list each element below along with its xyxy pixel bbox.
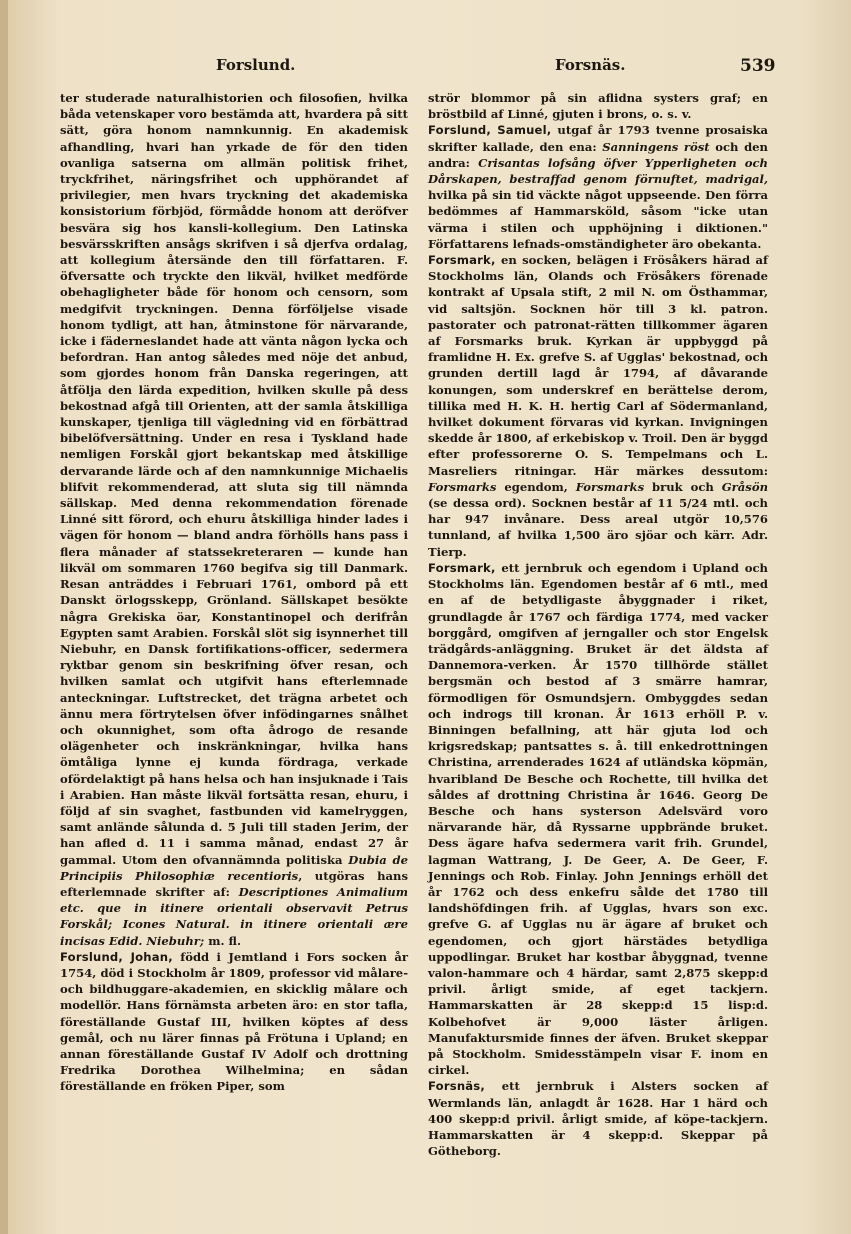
running-header xyxy=(0,56,851,80)
entry-text: hvilka på sin tid väckte något uppseende. Den förra bedömmes af Hammarsköld, såsom "icke utan värma i stilen och upphöjning i diktionen." Författarens lefnads-omständigheter äro obekanta. xyxy=(428,188,768,251)
entry-text: ett jernbruk i Alsters socken af Wermlands län, anlagdt år 1628. Har 1 härd och 400 skepp:d privil. årligt smide, af köpe-tackjern. Hammarskatten är 4 skepp:d. Skeppar på Götheborg. xyxy=(428,1079,768,1159)
italic-ref: Forsmarks xyxy=(575,479,645,494)
entry-forsmark-socken xyxy=(428,252,768,560)
italic-ref: Forsmarks xyxy=(428,479,497,494)
left-column xyxy=(60,90,408,1095)
entry-text: ett jernbruk och egendom i Upland och Stockholms län. Egendomen består af 6 mtl., med en af de betydligaste åbyggnader i riket, grundlagde år 1767 och färdiga 1774, med vacker borggård, omgifven af jerngaller och stor Engelsk trädgårds-anläggning. Bruket är det äldsta af Dannemora-verken. År 1570 tillhörde stället bergsmän och bestod af 3 smärre hamrar, förmodligen för Osmundsjern. Ombyggdes sedan och indrogs till kronan. År 1613 erhöll P. v. Binningen befallning, att här gjuta lod och krigsredskap; pantsattes s. å. till enkedrottningen Christina, arrenderades 1624 af utländska köpmän, hvaribland De Besche och Rochette, till hvilka det såldes af drottning Christina år 1646. Georg De Besche och hans systerson Adelsvärd voro närvarande här, då Ryssarne uppbrände bruket. Dess ägare hafva sedermera varit frih. Grundel, lagman Wattrang, J. De Geer, A. De Geer, F. Jennings och Rob. Finlay. John Jennings erhöll det år 1762 och dess enkefru sålde det 1780 till landshöfdingen frih. af Ugglas, hvars son exc. grefve G. af Ugglas nu är ägare af bruket och egendomen, och gjort härstädes betydliga uppodlingar. Bruket har kostbar åbyggnad, tvenne valon-hammare och 4 härdar, samt 2,875 skepp:d privil. årligt smide, af eget tackjern. Hammarskatten är 28 skepp:d 15 lisp:d. Kolbehofvet är 9,000 läster årligen. Manufaktursmide finnes der äfven. Bruket skeppar på Stockholm. Smidesstämpeln visar F. inom en cirkel. xyxy=(428,560,768,1078)
paragraph-forskal-continued xyxy=(60,90,408,949)
entry-forsnas xyxy=(428,1078,768,1159)
paragraph-continued xyxy=(428,90,768,122)
italic-title: Crisantas lofsång öfver Ypperligheten och Dårskapen, bestraffad genom förnuftet, madrigal, xyxy=(428,155,768,187)
entry-text: född i Jemtland i Fors socken år 1754, död i Stockholm år 1809, professor vid målare- och bildhuggare-akademien, en skicklig målare och modellör. Hans förnämsta arbeten äro: en stor tafla, föreställande Gustaf III, hvilken köptes af dess gemål, och nu lärer finnas på Frötuna i Upland; en annan föreställande Gustaf IV Adolf och drottning Fredrika Dorothea Wilhelmina; en sådan föreställande en fröken Piper, som xyxy=(60,949,408,1094)
entry-text: och den andra: xyxy=(428,139,768,170)
italic-ref: Gråsön xyxy=(721,479,768,494)
entry-text: bruk och xyxy=(644,479,722,494)
entry-term: Forslund, Johan, xyxy=(60,949,173,964)
italic-title: Dubia de Principiis Philosophiæ recentioris xyxy=(60,852,408,883)
entry-term: Forsmark, xyxy=(428,253,496,268)
entry-text: en socken, belägen i Frösåkers härad af Stockholms län, Olands och Frösåkers förenade kontrakt af Upsala stift, 2 mil N. om Östhammar, vid saltsjön. Socknen hör till 3 kl. patron. pastorater och patronat-rätten tillkommer ägaren af Forsmarks bruk. Kyrkan är uppbyggd på framlidne H. Ex. grefve S. af Ugglas' bekostnad, och grunden dertill lagd år 1794, af dåvarande konungen, som underskref en berättelse derom, tillika med H. K. H. hertig Carl af Södermanland, hvilket dokument förvaras vid kyrkan. Invigningen skedde år 1800, af erkebiskop v. Troil. Den är byggd efter professorerne O. S. Tempelmans och L. Masreliers ritningar. Här märkes dessutom: xyxy=(428,253,768,478)
italic-title: Sanningens röst xyxy=(602,139,710,154)
entry-text: (se dessa ord). Socknen består af 11 5/24 mtl. och har 947 invånare. Dess areal utgör 10,576 tunnland, af hvilka 1,500 äro sjöar och kärr. Adr. Tierp. xyxy=(428,496,768,559)
entry-forsmark-bruk xyxy=(428,560,768,1079)
entry-forslund-johan xyxy=(60,949,408,1095)
paragraph-text: strör blommor på sin aflidna systers graf; en bröstbild af Linné, gjuten i brons, o. s. v. xyxy=(428,91,768,122)
entry-text: utgaf år 1793 tvenne prosaiska skrifter kallade, den ena: xyxy=(428,123,768,154)
header-left-word: Forslund. xyxy=(216,56,296,74)
page-number: 539 xyxy=(740,56,776,76)
italic-title: Descriptiones Animalium etc. que in itinere orientali observavit Petrus Forskål; Icones Natural. in itinere orientali ære incisas Edid. Niebuhr; xyxy=(60,884,408,948)
entry-text: egendom, xyxy=(496,479,576,494)
header-right-word: Forsnäs. xyxy=(555,56,626,74)
paragraph-text: , utgöras hans efterlemnade skrifter af: xyxy=(60,868,408,899)
entry-term: Forslund, Samuel, xyxy=(428,123,552,138)
entry-term: Forsmark, xyxy=(428,560,496,575)
paragraph-text: ter studerade naturalhistorien och filosofien, hvilka båda vetenskaper voro bestämda att, hvardera på sitt sätt, göra honom namnkunnig. En akademisk afhandling, hvari han yrkade de för den tiden ovanliga satserna om allmän politisk frihet, tryckfrihet, näringsfrihet och upphörandet af privilegier, men hvars tryckning det akademiska konsistorium förbjöd, förmådde honom att deröfver besvära sig hos kansli-kollegium. Den Latinska besvärsskriften ansågs skrifven i så djerfva ordalag, att kollegium återsände den till författaren. F. öfversatte och tryckte den likväl, hvilket medförde obehagligheter både för honom och censorn, som medgifvit tryckningen. Denna förföljelse visade honom tydligt, att han, åtminstone för närvarande, icke i fäderneslandet hade att vänta någon lycka och befordran. Han antog således med nöje det anbud, som gjordes honom från Danska regeringen, att åtfölja den lärda expedition, hvilken skulle på dess bekostnad afgå till Orienten, att der samla åtskilliga kunskaper, tjenliga till vägledning vid en förbättrad bibelöfversättning. Under en resa i Tyskland hade nemligen Forskål gjort bekantskap med åtskillige dervarande lärde och af den namnkunnige Michaelis blifvit rekommenderad, att sluta sig till nämnda sällskap. Med denna rekommendation förenade Linné sitt förord, och ehuru åtskilliga hinder lades i vägen för honom — bland andra förhölls hans pass i flera månader af statssekreteraren — kunde han likväl om sommaren 1760 begifva sig till Danmark. Resan anträddes i Februari 1761, ombord på ett Danskt örlogsskepp, Grönland. Sällskapet besökte några Grekiska öar, Konstantinopel och derifrån Egypten samt Arabien. Forskål slöt sig isynnerhet till Niebuhr, en Dansk fortifikations-officer, sedermera ryktbar genom sin beskrifning öfver resan, och hvilken samlat och utgifvit hans efterlemnade anteckningar. Luftstrecket, det trägna arbetet och ännu mera förtrytelsen öfver infödingarnes snålhet och okunnighet, som ofta ådrogo de resande olägenheter och inskränkningar, hvilka hans ömtåliga lynne ej kunda fördraga, verkade ofördelaktigt på hans helsa och han insjuknade i Tais i Arabien. Han måste likväl fortsätta resan, ehuru, i följd af sin svaghet, fastbunden vid kamelryggen, samt anlände sålunda d. 5 Juli till staden Jerim, der han afled d. 11 i samma månad, endast 27 år gammal. Utom den ofvannämnda politiska xyxy=(60,91,408,867)
right-column xyxy=(428,90,768,1159)
paragraph-text: m. fl. xyxy=(204,933,242,948)
entry-forslund-samuel xyxy=(428,122,768,252)
entry-term: Forsnäs, xyxy=(428,1079,486,1094)
page-spine-shadow xyxy=(0,0,8,1234)
